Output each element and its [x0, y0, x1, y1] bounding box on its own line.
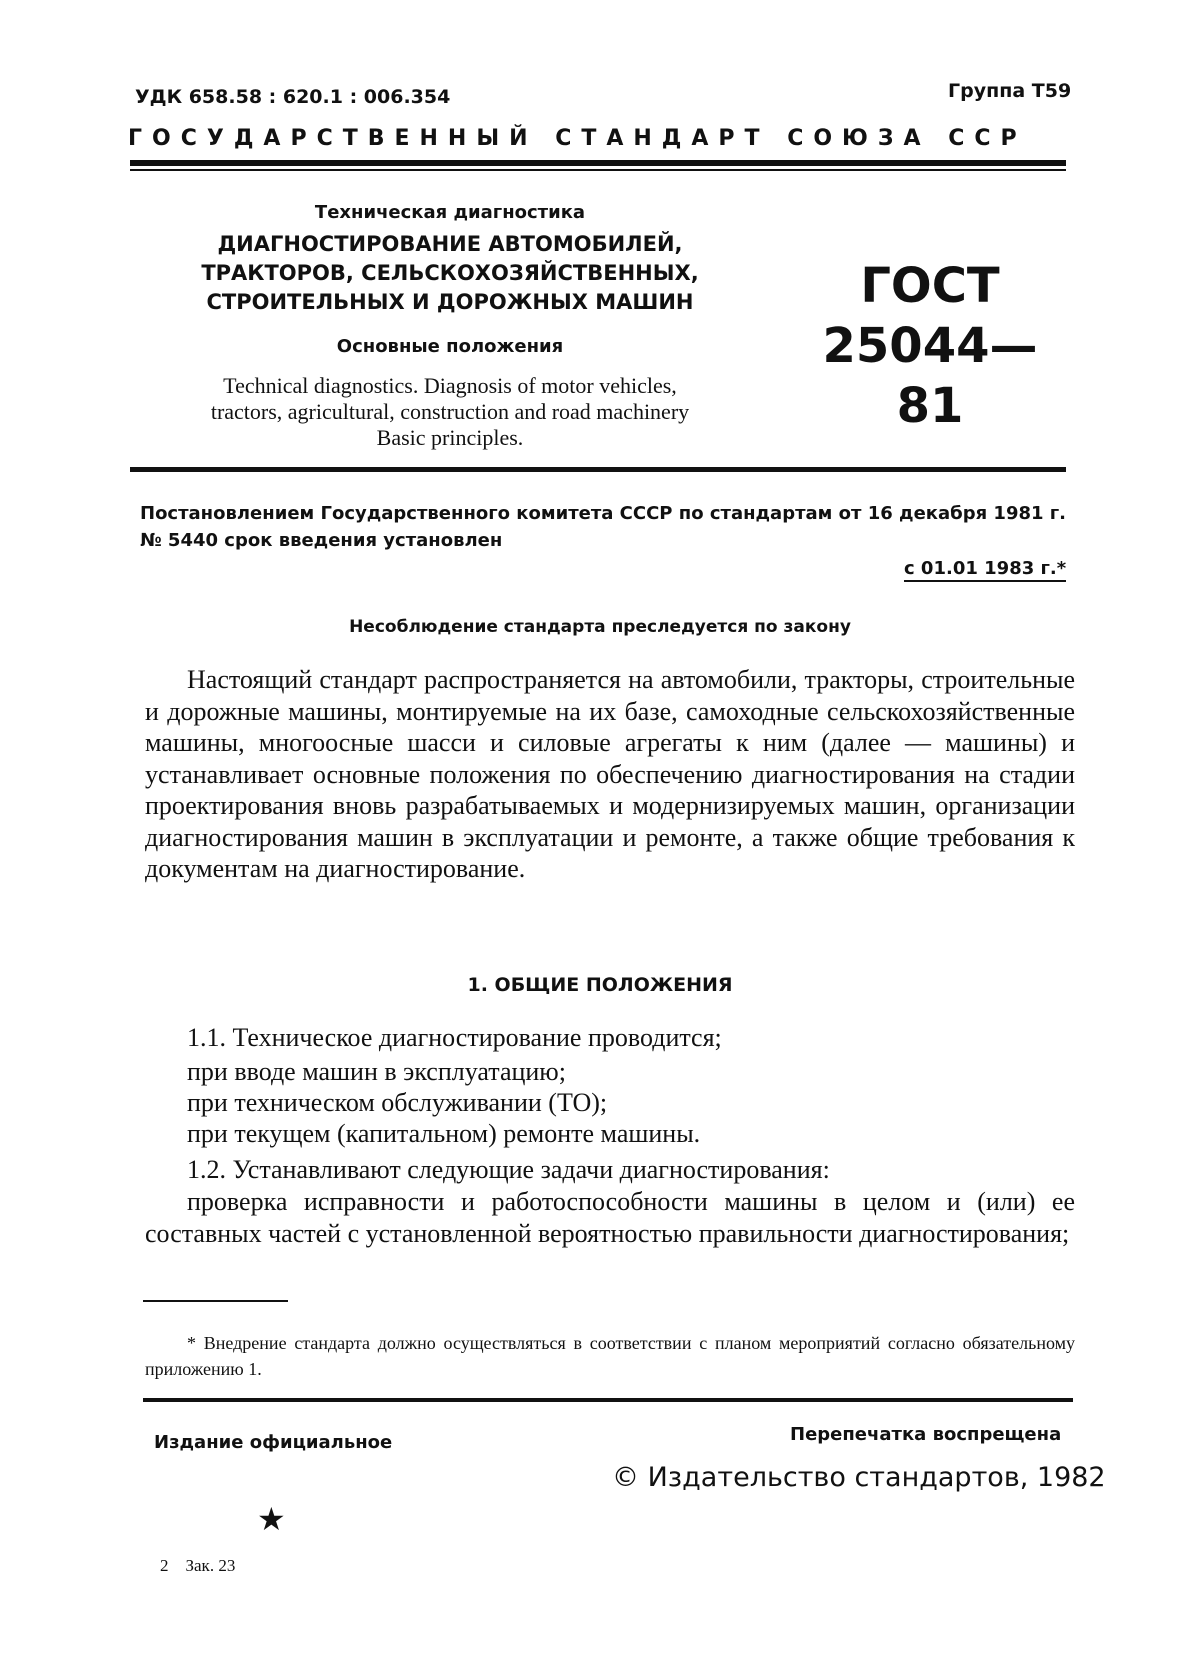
clause-1-2: 1.2. Устанавливают следующие задачи диагностирования: [187, 1155, 830, 1184]
english-title [140, 373, 760, 451]
english-line: Basic principles. [376, 425, 524, 450]
doc-title [140, 230, 760, 317]
standard-line: ГОСУДАРСТВЕННЫЙ СТАНДАРТ СОЮЗА ССР [128, 126, 1027, 151]
law-notice: Несоблюдение стандарта преследуется по закону [349, 617, 851, 637]
doc-subtitle: Техническая диагностика [314, 202, 586, 223]
clause-1-1-item: при вводе машин в эксплуатацию; [187, 1057, 566, 1086]
star-icon: ★ [257, 1501, 286, 1537]
decree-text: Постановлением Государственного комитета СССР по стандартам от 16 декабря 1981 г. № 5440 срок введения установлен [140, 503, 1067, 551]
footnote: * Внедрение стандарта должно осуществляться в соответствии с планом мероприятий согласно обязательному приложению 1. [145, 1333, 1075, 1379]
english-line: tractors, agricultural, construction and road machinery [210, 399, 690, 424]
gost-number: 25044—81 [822, 318, 1038, 434]
title-line: СТРОИТЕЛЬНЫХ И ДОРОЖНЫХ МАШИН [206, 290, 694, 314]
section-heading: 1. ОБЩИЕ ПОЛОЖЕНИЯ [467, 974, 733, 996]
udk-code: УДК 658.58 : 620.1 : 006.354 [135, 86, 451, 108]
clause-1-1: 1.1. Техническое диагностирование проводится; [187, 1023, 722, 1052]
gost-designation [800, 256, 1060, 436]
intro-paragraph: Настоящий стандарт распространяется на автомобили, тракторы, строительные и дорожные машины, монтируемые на их базе, самоходные сельскохозяйственные машины, многоосные шасси и силовые агрегаты к ним (далее — машины) и устанавливает основные положения по обеспечению диагностирования на стадии проектирования вновь разрабатываемых и модернизируемых машин, организации диагностирования машин в эксплуатации и ремонте, а также общие требования к документам на диагностирование. [145, 665, 1075, 883]
clause-1-1-item: при техническом обслуживании (ТО); [187, 1088, 608, 1117]
footnote-rule [143, 1300, 288, 1302]
english-line: Technical diagnostics. Diagnosis of motor vehicles, [223, 373, 677, 398]
header-rule-thin [130, 169, 1066, 171]
reprint-notice: Перепечатка воспрещена [790, 1424, 1062, 1445]
order-number: 2 Зак. 23 [160, 1556, 236, 1575]
footer-rule [143, 1398, 1073, 1402]
title-line: ТРАКТОРОВ, СЕЛЬСКОХОЗЯЙСТВЕННЫХ, [201, 261, 699, 285]
group-code: Группа Т59 [948, 80, 1072, 102]
clause-1-1-item: при текущем (капитальном) ремонте машины. [187, 1119, 701, 1148]
gost-label: ГОСТ [860, 258, 1000, 314]
basic-principles: Основные положения [336, 336, 564, 357]
title-line: ДИАГНОСТИРОВАНИЕ АВТОМОБИЛЕЙ, [217, 232, 683, 256]
clause-1-2-item: проверка исправности и работоспособности машины в целом и (или) ее составных частей с установленной вероятностью правильности диагностирования; [145, 1187, 1075, 1248]
header-rule [130, 160, 1066, 166]
title-rule [130, 467, 1066, 472]
effective-date: с 01.01 1983 г.* [904, 558, 1066, 582]
publisher: © Издательство стандартов, 1982 [612, 1462, 1106, 1493]
official-edition: Издание официальное [154, 1432, 393, 1453]
